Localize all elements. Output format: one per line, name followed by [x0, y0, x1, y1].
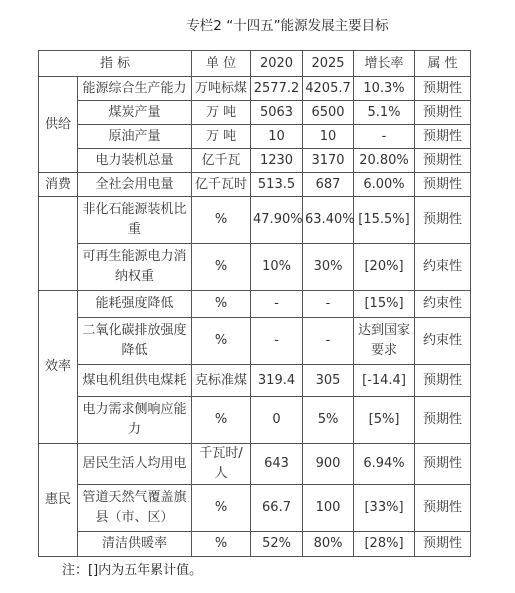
header-unit: 单 位: [192, 51, 251, 77]
growth-cell: 20.80%: [354, 149, 415, 173]
table-row: [39, 318, 471, 365]
attribute-cell: 预期性: [415, 149, 471, 173]
unit-cell: %: [192, 532, 251, 557]
attribute-cell: 预期性: [415, 77, 471, 101]
table-row: [39, 77, 471, 101]
growth-cell: [15%]: [354, 291, 415, 318]
growth-cell: [33%]: [354, 485, 415, 532]
attribute-cell: 预期性: [415, 485, 471, 532]
growth-cell: 5.1%: [354, 101, 415, 125]
growth-cell: 达到国家要求: [354, 318, 415, 365]
attribute-cell: 预期性: [415, 125, 471, 149]
value-2020-cell: 643: [251, 444, 303, 485]
growth-cell: 6.00%: [354, 173, 415, 197]
value-2025-cell: 4205.7: [303, 77, 354, 101]
attribute-cell: 约束性: [415, 244, 471, 291]
unit-cell: 万 吨: [192, 125, 251, 149]
attribute-cell: 预期性: [415, 444, 471, 485]
table-row: [39, 173, 471, 197]
table-row: [39, 365, 471, 397]
growth-cell: [20%]: [354, 244, 415, 291]
page-title: 专栏2 “十四五”能源发展主要目标: [186, 18, 389, 34]
energy-targets-table: [38, 50, 471, 557]
attribute-cell: 预期性: [415, 532, 471, 557]
growth-cell: [28%]: [354, 532, 415, 557]
header-attribute: 属 性: [415, 51, 471, 77]
unit-cell: %: [192, 291, 251, 318]
attribute-cell: 预期性: [415, 365, 471, 397]
unit-cell: %: [192, 485, 251, 532]
growth-cell: 6.94%: [354, 444, 415, 485]
value-2020-cell: 47.90%: [251, 197, 303, 244]
attribute-cell: 预期性: [415, 101, 471, 125]
value-2025-cell: 80%: [303, 532, 354, 557]
value-2020-cell: 2577.2: [251, 77, 303, 101]
header-growth: 增长率: [354, 51, 415, 77]
indicator-cell: 煤炭产量: [78, 101, 192, 125]
attribute-cell: 预期性: [415, 397, 471, 444]
indicator-cell: 煤电机组供电煤耗: [78, 365, 192, 397]
attribute-cell: 预期性: [415, 197, 471, 244]
unit-cell: %: [192, 318, 251, 365]
table-row: [39, 244, 471, 291]
indicator-cell: 二氧化碳排放强度降低: [78, 318, 192, 365]
value-2025-cell: 10: [303, 125, 354, 149]
table-row: [39, 291, 471, 318]
value-2020-cell: 66.7: [251, 485, 303, 532]
table-row: [39, 485, 471, 532]
growth-cell: [-14.4]: [354, 365, 415, 397]
attribute-cell: 预期性: [415, 173, 471, 197]
value-2025-cell: 687: [303, 173, 354, 197]
category-supply: 供给: [39, 77, 78, 173]
table-row: [39, 397, 471, 444]
unit-cell: 万 吨: [192, 101, 251, 125]
growth-cell: [15.5%]: [354, 197, 415, 244]
indicator-cell: 管道天然气覆盖旗县（市、区）: [78, 485, 192, 532]
value-2025-cell: 3170: [303, 149, 354, 173]
unit-cell: 克标准煤: [192, 365, 251, 397]
table-footnote: 注：[]内为五年累计值。: [62, 563, 203, 578]
indicator-cell: 电力需求侧响应能力: [78, 397, 192, 444]
value-2020-cell: 513.5: [251, 173, 303, 197]
value-2025-cell: 900: [303, 444, 354, 485]
value-2025-cell: 63.40%: [303, 197, 354, 244]
value-2020-cell: 10%: [251, 244, 303, 291]
value-2025-cell: -: [303, 291, 354, 318]
header-row: [39, 51, 471, 77]
attribute-cell: 约束性: [415, 291, 471, 318]
indicator-cell: 可再生能源电力消纳权重: [78, 244, 192, 291]
value-2025-cell: 305: [303, 365, 354, 397]
table-row: [39, 197, 471, 244]
value-2020-cell: 319.4: [251, 365, 303, 397]
header-indicator: 指 标: [39, 51, 192, 77]
unit-cell: %: [192, 397, 251, 444]
table-row: [39, 444, 471, 485]
category-blank: [39, 197, 78, 291]
value-2020-cell: -: [251, 318, 303, 365]
unit-cell: 亿千瓦时: [192, 173, 251, 197]
indicator-cell: 能源综合生产能力: [78, 77, 192, 101]
table-row: [39, 149, 471, 173]
value-2025-cell: -: [303, 318, 354, 365]
table-row: [39, 532, 471, 557]
indicator-cell: 能耗强度降低: [78, 291, 192, 318]
header-2025: 2025: [303, 51, 354, 77]
indicator-cell: 电力装机总量: [78, 149, 192, 173]
value-2020-cell: -: [251, 291, 303, 318]
indicator-cell: 全社会用电量: [78, 173, 192, 197]
value-2020-cell: 10: [251, 125, 303, 149]
growth-cell: 10.3%: [354, 77, 415, 101]
unit-cell: %: [192, 197, 251, 244]
unit-cell: %: [192, 244, 251, 291]
growth-cell: -: [354, 125, 415, 149]
value-2020-cell: 52%: [251, 532, 303, 557]
growth-cell: [5%]: [354, 397, 415, 444]
category-consumption: 消费: [39, 173, 78, 197]
indicator-cell: 原油产量: [78, 125, 192, 149]
value-2025-cell: 100: [303, 485, 354, 532]
table-row: [39, 101, 471, 125]
attribute-cell: 约束性: [415, 318, 471, 365]
value-2025-cell: 6500: [303, 101, 354, 125]
value-2020-cell: 5063: [251, 101, 303, 125]
unit-cell: 万吨标煤: [192, 77, 251, 101]
category-welfare: 惠民: [39, 444, 78, 557]
indicator-cell: 清洁供暖率: [78, 532, 192, 557]
unit-cell: 千瓦时/人: [192, 444, 251, 485]
unit-cell: 亿千瓦: [192, 149, 251, 173]
value-2025-cell: 30%: [303, 244, 354, 291]
value-2025-cell: 5%: [303, 397, 354, 444]
header-2020: 2020: [251, 51, 303, 77]
indicator-cell: 非化石能源装机比重: [78, 197, 192, 244]
category-efficiency: 效率: [39, 291, 78, 444]
value-2020-cell: 0: [251, 397, 303, 444]
table-row: [39, 125, 471, 149]
indicator-cell: 居民生活人均用电: [78, 444, 192, 485]
value-2020-cell: 1230: [251, 149, 303, 173]
